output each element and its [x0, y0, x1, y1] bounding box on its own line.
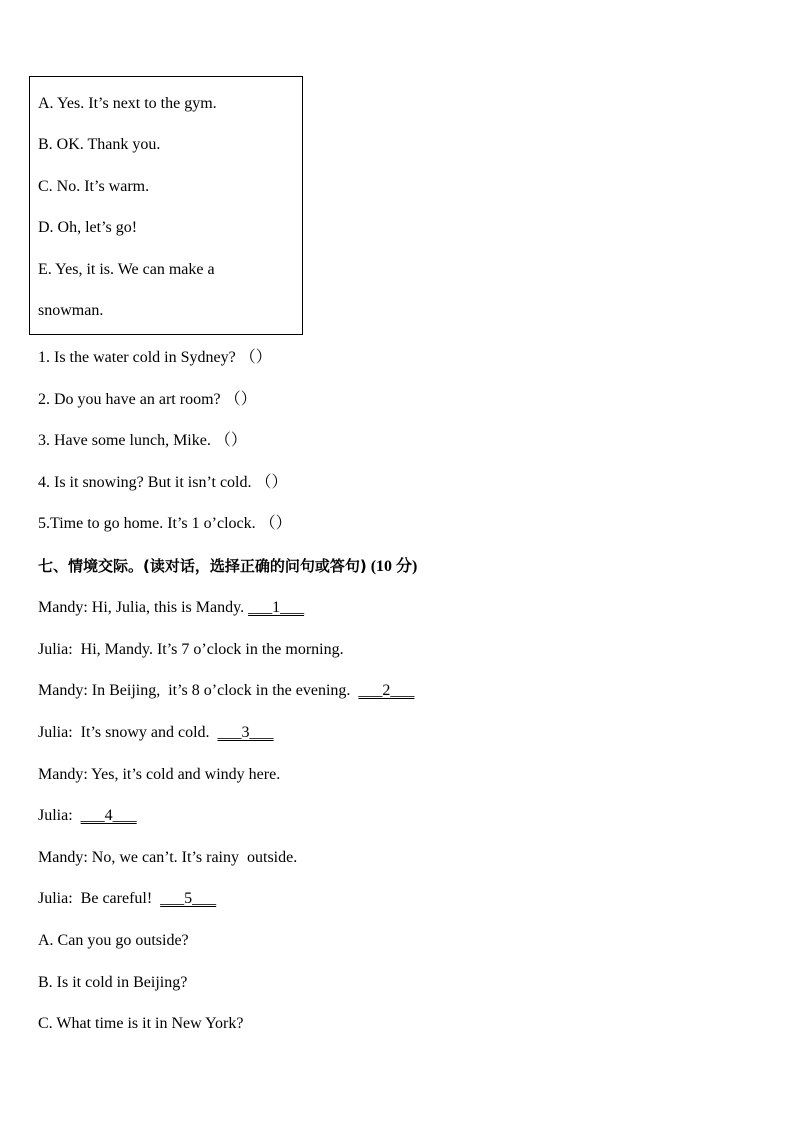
question-3-text: 3. Have some lunch, Mike. — [38, 432, 211, 449]
dialogue-line-5 — [38, 765, 280, 785]
dialogue-line-7 — [38, 848, 297, 868]
question-3-answer-bracket[interactable] — [215, 432, 247, 449]
close-paren: ） — [230, 432, 247, 449]
open-paren: （ — [224, 391, 241, 408]
question-1-answer-bracket[interactable] — [240, 349, 272, 366]
question-4-text: 4. Is it snowing? But it isn’t cold. — [38, 474, 252, 491]
dialogue-text: Julia: It’s snowy and cold. — [38, 724, 218, 741]
question-4 — [38, 473, 288, 493]
close-paren: ） — [275, 515, 292, 532]
section-7-heading — [38, 556, 417, 577]
choice-b: B. Is it cold in Beijing? — [38, 974, 188, 991]
question-5-answer-bracket[interactable] — [260, 515, 292, 532]
choice-c: C. What time is it in New York? — [38, 1015, 244, 1032]
dialogue-line-1 — [38, 598, 304, 618]
open-paren: （ — [255, 474, 272, 491]
dialogue-line-3 — [38, 681, 414, 701]
dialogue-text: Mandy: Hi, Julia, this is Mandy. — [38, 599, 249, 616]
dialogue-text: Mandy: In Beijing, it’s 8 o’clock in the evening. — [38, 682, 359, 699]
question-5-text: 5.Time to go home. It’s 1 o’clock. — [38, 515, 256, 532]
choice-a: A. Can you go outside? — [38, 932, 189, 949]
close-paren: ） — [255, 349, 272, 366]
dialogue-line-6 — [38, 806, 137, 826]
dialogue-text: Julia: Hi, Mandy. It’s 7 o’clock in the morning. — [38, 641, 344, 658]
option-e-continued: snowman. — [38, 302, 104, 319]
question-2-text: 2. Do you have an art room? — [38, 391, 221, 408]
blank-3[interactable]: ___3___ — [217, 724, 274, 741]
section-7-score: (10 分) — [370, 558, 418, 575]
open-paren: （ — [239, 349, 256, 366]
blank-2[interactable]: ___2___ — [358, 682, 415, 699]
open-paren: （ — [259, 515, 276, 532]
question-2 — [38, 390, 257, 410]
question-5 — [38, 514, 292, 534]
dialogue-line-4 — [38, 723, 274, 743]
blank-4[interactable]: ___4___ — [80, 807, 137, 824]
dialogue-text: Julia: — [38, 807, 81, 824]
question-3 — [38, 431, 247, 451]
option-d: D. Oh, let’s go! — [38, 219, 138, 236]
option-e: E. Yes, it is. We can make a — [38, 261, 215, 278]
option-c: C. No. It’s warm. — [38, 178, 150, 195]
dialogue-text: Mandy: Yes, it’s cold and windy here. — [38, 766, 281, 783]
options-box — [29, 76, 303, 335]
option-a: A. Yes. It’s next to the gym. — [38, 95, 217, 112]
dialogue-text: Julia: Be careful! — [38, 890, 161, 907]
dialogue-line-2 — [38, 640, 344, 660]
section-7-title: 七、情境交际。(读对话，选择正确的问句或答句) — [38, 557, 367, 575]
close-paren: ） — [240, 391, 257, 408]
question-1-text: 1. Is the water cold in Sydney? — [38, 349, 236, 366]
blank-5[interactable]: ___5___ — [160, 890, 217, 907]
blank-1[interactable]: ___1___ — [248, 599, 305, 616]
question-1 — [38, 348, 272, 368]
close-paren: ） — [271, 474, 288, 491]
open-paren: （ — [214, 432, 231, 449]
dialogue-text: Mandy: No, we can’t. It’s rainy outside. — [38, 849, 298, 866]
question-2-answer-bracket[interactable] — [225, 391, 257, 408]
dialogue-line-8 — [38, 889, 216, 909]
option-b: B. OK. Thank you. — [38, 136, 161, 153]
question-4-answer-bracket[interactable] — [255, 474, 287, 491]
